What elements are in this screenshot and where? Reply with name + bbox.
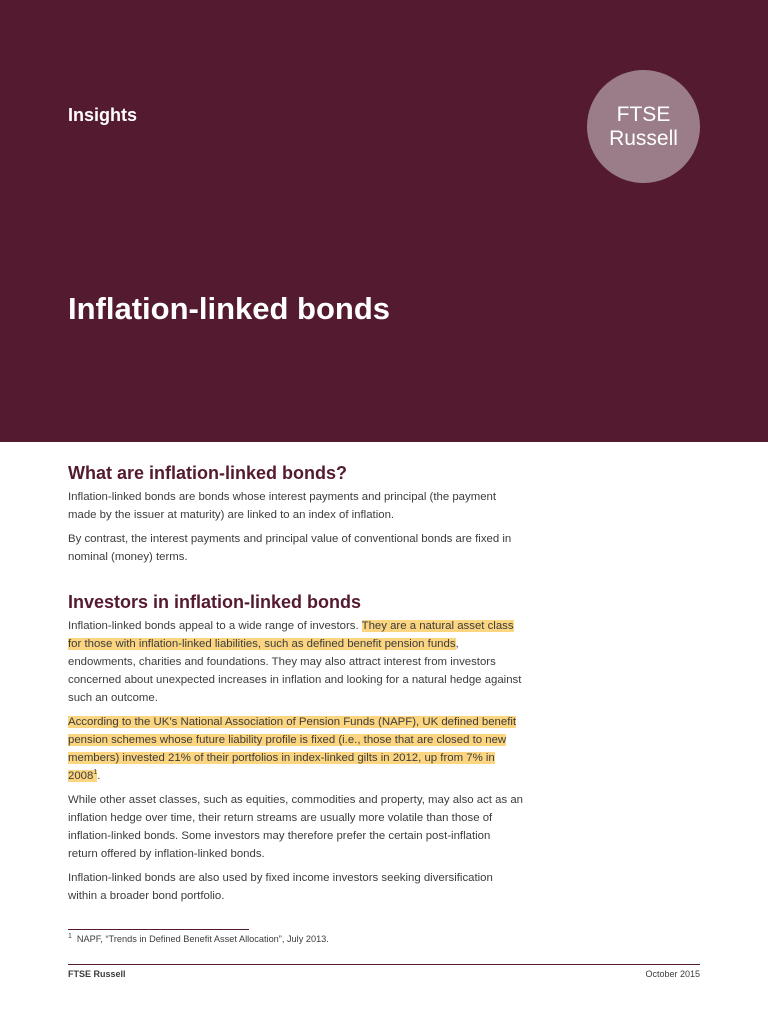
footer-brand: FTSE Russell xyxy=(68,969,126,979)
section-label: Insights xyxy=(68,105,138,125)
footer-date: October 2015 xyxy=(645,969,700,979)
hero-banner xyxy=(0,0,768,442)
main-content xyxy=(68,460,523,911)
text-span: . xyxy=(97,770,101,782)
highlighted-text xyxy=(68,716,516,782)
footnote-text: NAPF, “Trends in Defined Benefit Asset Allocation”, July 2013. xyxy=(76,934,329,944)
paragraph: Inflation-linked bonds are bonds whose interest payments and principal (the payment made by the issuer at maturity) are linked to an index of inflation. xyxy=(68,491,497,521)
paragraph xyxy=(68,617,523,707)
section-heading-investors: Investors in inflation-linked bonds xyxy=(68,592,362,612)
logo-line-1: FTSE xyxy=(616,102,671,126)
text-span: According to the UK’s National Association of Pension Funds (NAPF), UK defined benefit pension schemes whose future liability profile is fixed (i.e., those that are closed to new members) invested 21% of their portfolios in index-linked gilts in 2012, up from 7% in 2008 xyxy=(68,716,517,782)
logo-line-2: Russell xyxy=(609,126,678,150)
text-span: Inflation-linked bonds appeal to a wide range of investors. xyxy=(68,620,362,632)
ftse-russell-logo xyxy=(587,70,700,183)
paragraph: While other asset classes, such as equities, commodities and property, may also act as an inflation hedge over time, their return streams are usually more volatile than those of inflation-linked bonds. Some investors may therefore prefer the certain post-inflation return offered by inflation-linked bonds. xyxy=(68,794,523,860)
paragraph: Inflation-linked bonds are also used by fixed income investors seeking diversification within a broader bond portfolio. xyxy=(68,872,493,902)
text-span: , endowments, charities and foundations. They may also attract interest from investors concerned about unexpected increases in inflation and looking for a natural hedge against such an outcome. xyxy=(68,638,522,704)
footnote-reference[interactable]: 1 xyxy=(93,769,98,777)
page-title: Inflation-linked bonds xyxy=(68,291,391,326)
footer-divider xyxy=(68,964,700,965)
section-heading-what: What are inflation-linked bonds? xyxy=(68,463,347,483)
highlighted-text: They are a natural asset class for those with inflation-linked liabilities, such as defined benefit pension funds xyxy=(68,620,514,650)
footnote-number: 1 xyxy=(68,932,72,940)
paragraph xyxy=(68,713,523,785)
footnote-divider xyxy=(68,929,249,930)
paragraph: By contrast, the interest payments and principal value of conventional bonds are fixed in nominal (money) terms. xyxy=(68,533,512,563)
footnote xyxy=(68,933,329,945)
